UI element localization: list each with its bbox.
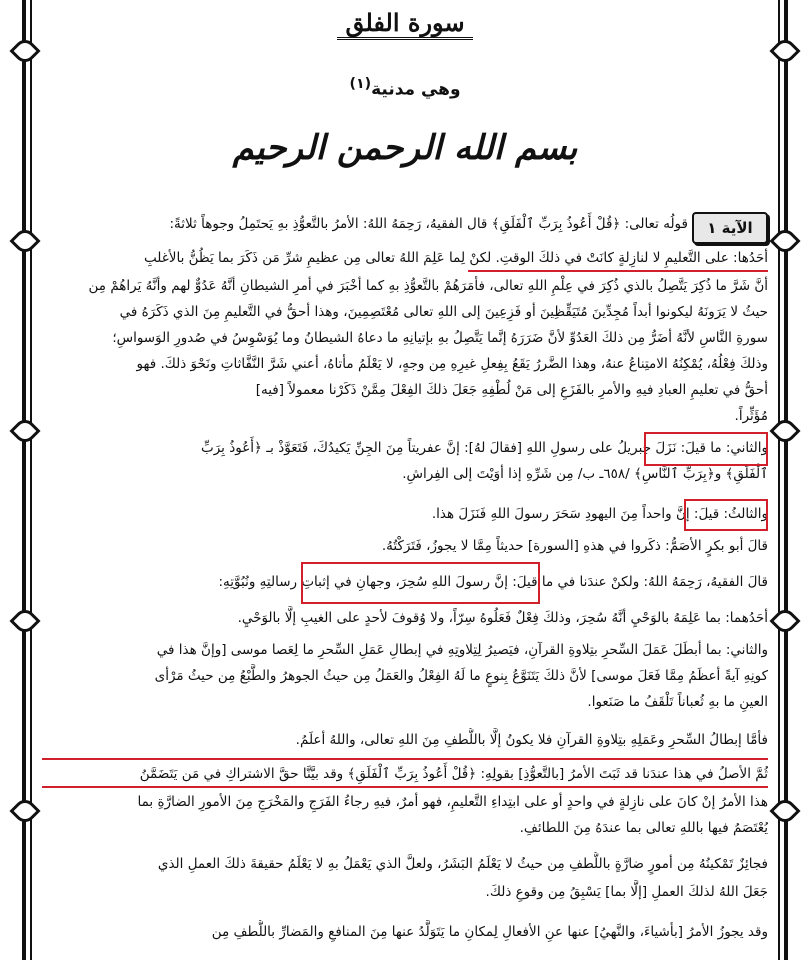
text-line: ثُمَّ الأصلُ في هذا عندَنا قد ثَبَتَ الأمرُ [بالتَّعوُّذِ] بقولِهِ: ﴿قُلْ أَعُوذُ بِرَبِّ ٱلْفَلَقِ﴾ وقد بيَّنَّا حقَّ الاشتراكِ في مَن يَتَضَمَّنُ <box>139 766 768 782</box>
page-content <box>42 0 768 960</box>
text-line: أحَدُها: على التَّعليمِ لا لنازِلةٍ كانَتْ في ذلكَ الوقتِ. لكنْ لِما عَلِمَ اللهُ تعالى مِن عظيمِ شرِّ مَن ذَكَرَ بما يَظُنُّ بالأغلبِ <box>144 250 768 266</box>
basmala: بسم الله الرحمن الرحيم <box>232 128 578 168</box>
text-line: كونِهِ آيةً أعظَمُ مِمَّا فَعَلَ موسى] لأنَّ ذلكَ يَتَنَوَّعُ بِنوعٍ ما لَهُ الفِعْلُ والعَمَلُ مِن حيثُ الجوهرُ والطَّبْعُ مِن حيثُ مَرْأى <box>154 668 768 684</box>
text-line: أحَدُهما: بما عَلِمَهُ بالوَحْيِ أنَّهُ سُحِرَ، وذلكَ فِعْلٌ فَعَلُوهُ سِرّاً، ولا وُقوفَ لأحدٍ على الغيبِ إلَّا بالوَحْيِ. <box>237 610 768 626</box>
text-line: قالَ الفقيهُ، رَحِمَهُ اللهُ: ولكنْ عندَنا في ما قيلَ: إنَّ رسولَ اللهِ سُحِرَ، وجهانِ في إثباتِ رسالتِهِ ونُبُوَّتِهِ: <box>218 574 768 590</box>
red-underline-first-view <box>468 270 768 272</box>
text-line: قالَ أبو بكرٍ الأصَمُّ: ذكَروا في هذهِ [السورة] حديثاً مِمَّا لا يجوزُ، فَتَرَكْتُهُ. <box>381 538 768 554</box>
text-line: والثالثُ: قيلَ: إنَّ واحداً مِنَ اليهودِ سَحَرَ رسولَ اللهِ فَنَزَلَ هذا. <box>431 506 768 522</box>
madani-text: وهي مدنية <box>371 79 461 100</box>
red-box-third-view <box>684 499 768 531</box>
text-line: جَعَلَ اللهُ لذلكَ العملِ [إلَّا بما] يَسْبِقُ مِن وقوعِ ذلكَ. <box>485 884 768 900</box>
ornamental-border-left <box>0 0 38 960</box>
text-line: يُعْتَصَمُ فيها باللهِ تعالى بما عندَهُ مِنَ اللطائفِ. <box>519 820 768 836</box>
text-line: ٱلْفَلَقِ﴾ و﴿بِرَبِّ ٱلنَّاسِ﴾ /٦٥٨ـ ب/ مِن شَرِّهِ إذا أوَيْتَ إلى الفِراشِ. <box>402 466 768 482</box>
text-line: فجائِزٌ تَمْكينُهُ مِن أمورٍ ضارَّةٍ باللُّطفِ مِن حيثُ لا يَعْلَمُ البَشَرُ، ولعلَّ الذي يَعْمَلُ بهِ لا يَعْلَمُ حقيقةَ ذلكَ العملِ الذي <box>157 856 768 872</box>
text-line: وذلكَ فِعْلُهُ، يُمْكِنُهُ الامتِناعُ عنهُ، وهذا الضَّررُ يَقَعُ بِفِعلِ غيرِهِ مِن وجهٍ، لا يَعْلَمُ مأتاهُ، أعني شَرَّ النَّفَّاثاتِ ونَحْوَ ذلكَ. فهو <box>136 356 768 372</box>
text-line: أحقُّ في تعليمِ العبادِ فيهِ والأمرِ بالفَزَعِ إلى مَنْ لُطْفِهِ جَعَلَ ذلكَ الفِعْلَ مِمَّنْ ذَكَرْنا معمولاً [فيه] <box>255 382 768 398</box>
text-line: سورةِ النَّاسِ لأنَّهُ أضَرُّ مِن ذلكَ العَدُوِّ لأنَّ ضَرَرَهُ إنَّما يَتَّصِلُ بهِ بإتيانِهِ ما دعاهُ الشيطانُ وما يُوَسْوِسُ في صُدورِ الوَسواسِ؛ <box>112 330 768 346</box>
text-line: أنَّ شَرَّ ما ذُكِرَ يَتَّصِلُ بالذي ذُكِرَ في عِلْمِ اللهِ تعالى، فأمَرَهُمْ بالتَّعوُّذِ بهِ كما أخْبَرَ في أمرِ الشيطانِ أنَّهُ عَدُوٌّ لهم وأنَّهُ يَراهُمْ مِن <box>88 278 768 294</box>
text-line: والثاني: بما أبطَلَ عَمَلَ السِّحرِ بتِلاوةِ القرآنِ، فيَصيرُ لِتِلاوتِهِ في إبطالِ عَمَلِ السِّحرِ ما لِعَصا موسى [وإنَّ هذا في <box>156 642 768 658</box>
red-underline-principle <box>42 786 768 788</box>
red-box-our-opinion <box>301 562 540 604</box>
ayah-badge: الآية ١ <box>692 212 768 244</box>
ornamental-border-right <box>772 0 810 960</box>
text-line: حيثُ لا يَرَونَهُ ليكونوا أبداً مُجِدِّينَ مُتَيَقِّظِينَ أو فَزِعِينَ إلى اللهِ تعالى مُعْتَصِمِينَ، وهذا أحقُّ في التَّعليمِ مِنَ الذي ذَكَرَهُ في <box>119 304 768 320</box>
red-box-second-view <box>644 432 768 466</box>
text-line: وقد يجوزُ الأمرُ [بأشياءَ، والنَّهيُ] عنها عنِ الأفعالِ لِمكانِ ما يَتَوَلَّدُ عنها مِنَ المنافعِ والمَضارِّ باللُّطفِ مِن <box>211 924 768 940</box>
text-line: العينِ ما بهِ ثُعباناً تَلْقَفُ ما صَنَعوا. <box>587 694 768 710</box>
surah-title-text: سورة الفلق <box>337 8 472 40</box>
red-overline-principle <box>42 758 768 760</box>
text-line: فأمَّا إبطالُ السِّحرِ وعَمَلِهِ بتِلاوةِ القرآنِ فلا يكونُ إلَّا باللُّطفِ مِنَ اللهِ تعالى، واللهُ أعلَمُ. <box>295 732 768 748</box>
text-line: قولُه تعالى: ﴿قُلْ أَعُوذُ بِرَبِّ ٱلْفَلَقِ﴾ قال الفقيهُ، رَحِمَهُ اللهُ: الأمرُ بالتَّعوُّذِ بهِ يَحتَمِلُ وجوهاً ثلاثةً: <box>169 216 688 232</box>
surah-title <box>42 8 768 40</box>
text-line: هذا الأمرُ إنْ كانَ على نازِلةٍ في واحدٍ أو على ابتِداءِ التَّعليمِ، فهو أمرٌ، فيهِ رجاءُ الفَرَجِ والمَخْرَجِ مِنَ الأمورِ الضارَّةِ بما <box>137 794 768 810</box>
madani-note <box>42 76 768 100</box>
madani-footnote-ref: (١) <box>349 76 372 92</box>
text-line: والثاني: ما قيلَ: نَزَلَ جبريلُ على رسولِ اللهِ [فقالَ لهُ]: إنَّ عفريتاً مِنَ الجِنِّ يَكيدُكَ، فَتَعَوَّذْ بـ ﴿أَعُوذُ بِرَبِّ <box>201 440 768 456</box>
text-line: مُؤَثِّراً. <box>734 408 768 424</box>
